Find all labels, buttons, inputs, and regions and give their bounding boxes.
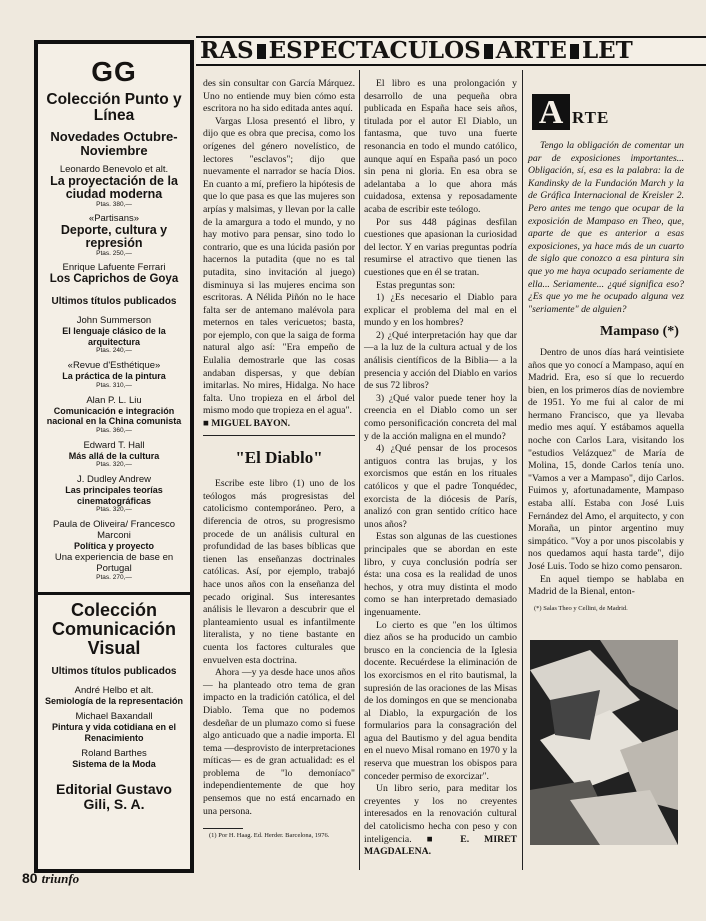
article-intro: Tengo la obligación de comentar un par de exposiciones importantes... Obligación, sí, esa es la palabra: la de Kandinsky de la Fundación March y la de Gráfica Internacional de Kreisler 2. Pero antes me tengo que ocupar de la exposición de Mampaso en Theo, que, aparte de que es anterior a esas exposiciones, ya hace más de un cuarto de siglo que conozco a esa pintura sin que yo me haya ocupado seriamente de ella... Seriamente... ¿qué significa eso? ¿Es que yo me he ocupado alguna vez "seriamente" de alguien? — [528, 140, 684, 315]
artwork-photo — [530, 640, 678, 845]
recent-heading: Ultimos títulos publicados — [51, 296, 177, 307]
article-signature: ■ MIGUEL BAYON. — [203, 418, 291, 430]
paragraph: Por sus 448 páginas desfilan cuestiones que apasionan la curiosidad del lector. Y en varias preguntas podría resumirse el atractivo que tienen las cuestiones que en él se tratan. — [364, 216, 517, 278]
book-author: «Partisans» — [88, 213, 140, 224]
book-title: Semiología de la representación — [44, 695, 184, 706]
paragraph: des sin consultar con García Márquez. Uno no entiende muy bien cómo esta escritora no ha sido editada antes aquí. — [203, 78, 355, 115]
column-rule — [522, 70, 523, 870]
book-author: J. Dudley Andrew — [77, 474, 151, 485]
article-signature: ■ E. MIRET MAGDALENA. — [364, 833, 518, 858]
column-rule — [359, 70, 360, 870]
arte-section-logo: A RTE — [532, 94, 618, 130]
article-heading: Mampaso (*) — [600, 324, 679, 340]
book-price: Ptas. 380,— — [96, 201, 132, 208]
magazine-brand: triunfo — [41, 871, 80, 886]
paragraph: 1) ¿Es necesario el Diablo para explicar el problema del mal en el mundo y en los hombres? — [364, 292, 517, 329]
book-title: La práctica de la pintura — [62, 371, 166, 381]
book-title: Pintura y vida cotidiana en el Renacimiento — [51, 722, 177, 743]
paragraph: Un libro serio, para meditar los creyentes y los no creyentes interesados en la renovación cultural del catolicismo hecha con peso y con inteligencia. — [364, 783, 517, 845]
book-title: Sistema de la Moda — [72, 759, 156, 769]
book-title: El lenguaje clásico de la arquitectura — [62, 326, 166, 347]
recent-heading: Ultimos títulos publicados — [51, 665, 177, 677]
paragraph: Vargas Llosa presentó el libro, y dijo que es obra que precisa, como los orígenes del género novelístico, de lectores "esclavos"; dijo que nuevamente el narrador se hacía Dios. En cuanto a mí, prefiero la hipótesis de que lo que pasa es que las mujeres son arpías y malsimas, y llevan por la calle de la amargura a todo el mundo, y no hay motivo para pensar, sino todo lo contrario, que es una lúcida pasión por hacernos la putadita (que no es tal putadita, sino invitación al juego) disminuya si las mujeres encima son escritoras. A Nélida Piñón no le hace falta ser de antemano malévola para meternos en tales vericuetos; basta, por ejemplo, con que la saiga de forma natural algo así: "Era empeño de Eulalia demostrarle que las cosas andaban dispersas, y que debían imitarlas. No mires, Hidalga. No hace falta. Uno tropieza en el árbol del mismo modo que tropieza en el agua". — [203, 115, 355, 417]
book-author: Michael Baxandall — [75, 711, 153, 722]
article-subtitle: "El Diablo" — [235, 447, 323, 467]
paragraph: Escribe este libro (1) uno de los teólogos más progresistas del catolicismo contemporáneo. Pero, a diferencia de otros, su progresismo procede de un análisis cultural en profundidad de las bases bíblicas que tienen las enseñanzas doctrinales católicas. Así, por ejemplo, trabajó hace unos años con la enseñanza del pecado original. Sus interesantes análisis le llevaron a descubrir que el planteamiento usual es infantilmente literalista, y no tiene bastante en cuenta los factores culturales que envuelven esta doctrina. — [203, 478, 355, 666]
book-author: Enrique Lafuente Ferrari — [62, 262, 166, 273]
book-title: Deporte, cultura y represión — [60, 223, 168, 250]
book-author: André Helbo et alt. — [74, 684, 154, 696]
header-word-1: RAS — [200, 37, 254, 64]
paragraph: Dentro de unos días hará veintisiete años que yo conocí a Mampaso, aquí en Madrid. Era, eso sí que lo recuerdo bien, en los primeros días de noviembre de 1951. Yo me fui al calor de mi hermano Francisco, que ya llevaba medio mes aquí. Y estábamos aquella noche con Carlos Lara, visitando los "estudios Velázquez" de María de Molina, 15, donde Carlos tenía uno. "Vamos a ver a Mampaso", dijo Carlos. Fuimos y, afortunadamente, Mampaso estaba allí. Estaba con José Luis Fernández del Amo, el arquitecto, y con Moraña, un pintor argentino muy simpático. "Voy a por unos piscolabis y nos quedamos aquí hasta tarde", dijo José Luis. Todo se hizo como pensaron. — [528, 346, 684, 572]
section-header — [196, 36, 706, 66]
page-footer — [22, 870, 79, 887]
book-author: John Summerson — [76, 315, 152, 326]
collection-title: Colección Punto y Línea — [46, 91, 182, 124]
paragraph: 3) ¿Qué valor puede tener hoy la creencia en el Diablo como un ser como personificación concreta del mal y de la acción maligna en el mundo? — [364, 392, 517, 442]
article-column-2 — [364, 78, 517, 859]
paragraph: 2) ¿Qué interpretación hay que dar —a la luz de la cultura actual y de los análisis científicos de la Biblia— a la presencia y acción del Diablo en varios de sus 72 libros? — [364, 329, 517, 392]
book-author: Roland Barthes — [81, 748, 147, 759]
publisher-logo: GG — [91, 56, 137, 87]
book-title: Comunicación e integración nacional en la China comunista — [46, 405, 182, 426]
publisher-ad — [34, 40, 194, 873]
book-subtitle: Una experiencia de base en Portugal — [54, 551, 174, 574]
book-price: Ptas. 270,— — [96, 573, 132, 581]
article-column-1 — [203, 78, 355, 840]
article-column-3 — [528, 140, 684, 613]
book-price: Ptas. 320,— — [96, 506, 132, 513]
book-title: Los Caprichos de Goya — [49, 273, 179, 285]
footnote: (1) Por H. Haag. Ed. Herder. Barcelona, 1976. — [209, 832, 330, 840]
book-title: Más allá de la cultura — [68, 450, 160, 461]
page-number: 80 — [22, 870, 38, 886]
paragraph: Estas son algunas de las cuestiones principales que se abordan en este libro, y cuya conclusión podría ser ésta: una cosa es la realidad de unos hechos, y otra muy distinta el modo como se han interpretado demasiado ingenuamente. — [364, 531, 517, 618]
book-price: Ptas. 240,— — [96, 347, 132, 354]
paragraph: En aquel tiempo se hablaba en Madrid de la Bienal, enton- — [528, 573, 684, 598]
book-title: Política y proyecto — [73, 541, 155, 551]
header-word-4: LET — [581, 37, 633, 64]
book-author: Edward T. Hall — [83, 439, 145, 451]
book-price: Ptas. 310,— — [96, 381, 132, 389]
paragraph: Ahora —y ya desde hace unos años— ha planteado otro tema de gran impacto en la tradición católica, el del Diablo. Tema que no podemos desdeñar de un plumazo como si fuese algo anticuado que a nadie importa. El tema —desprovisto de interpretaciones míticas— es de gran actualidad: es el problema de "lo demoníaco" independientemente de que hoy pensemos que no está encarnado en una persona. — [203, 667, 355, 817]
book-author: Leonardo Benevolo et alt. — [59, 164, 169, 175]
paragraph: Lo cierto es que "en los últimos diez años se ha producido un cambio brusco en la conciencia de la Iglesia docente. Recuérdese la eliminación de los exorcismos en el rito bautismal, la supresión de las oraciones de las Misas de los domingos en que se mencionaba al Diablo, la expurgación de los formularios para la consagración del agua del Bautismo y del agua bendita en el nuevo Misal romano en 1970 y la reserva que muestran los obispos para conceder permiso de exorcizar". — [364, 619, 517, 782]
book-author: Alan P. L. Liu — [86, 394, 142, 406]
paragraph: Estas preguntas son: — [376, 279, 456, 291]
book-author: Paula de Oliveira/ Francesco Marconi — [53, 519, 175, 541]
book-price: Ptas. 360,— — [96, 426, 132, 434]
collection-title: Colección Comunicación Visual — [51, 599, 176, 658]
publisher-name: Editorial Gustavo Gili, S. A. — [56, 780, 172, 812]
ad-divider — [38, 592, 190, 595]
footnote: (*) Salas Theo y Cellini, de Madrid. — [534, 604, 628, 612]
header-word-3: ARTE — [495, 37, 567, 64]
book-price: Ptas. 320,— — [96, 461, 132, 468]
book-author: «Revue d'Esthétique» — [67, 360, 161, 371]
book-price: Ptas. 250,— — [96, 250, 132, 257]
paragraph: El libro es una prolongación y desarrollo de una pequeña obra publicada en España hace seis años, titulada por el autor El Diablo, un fantasma, que tuvo una fuerte resonancia en todo el mundo católico, aunque aquí en España pasó un poco sin pena ni gloria. En esa obra se adelantaba a lo que ahora más cuidadosa, extensa y reposadamente acaba de escribir este teólogo. — [364, 78, 517, 215]
header-word-2: ESPECTACULOS — [268, 37, 481, 64]
book-title: Las principales teorías cinematográficas — [65, 485, 163, 506]
paragraph: 4) ¿Qué pensar de los procesos antiguos contra las brujas, y los exorcismos que están en los rituales católicos y que el padre Tonquédec, exorcista de la diócesis de París, analizó con gran sentido crítico hace unos años? — [364, 443, 517, 530]
novedades-heading: Novedades Octubre-Noviembre — [50, 129, 178, 158]
book-title: La proyectación de la ciudad moderna — [50, 174, 178, 201]
